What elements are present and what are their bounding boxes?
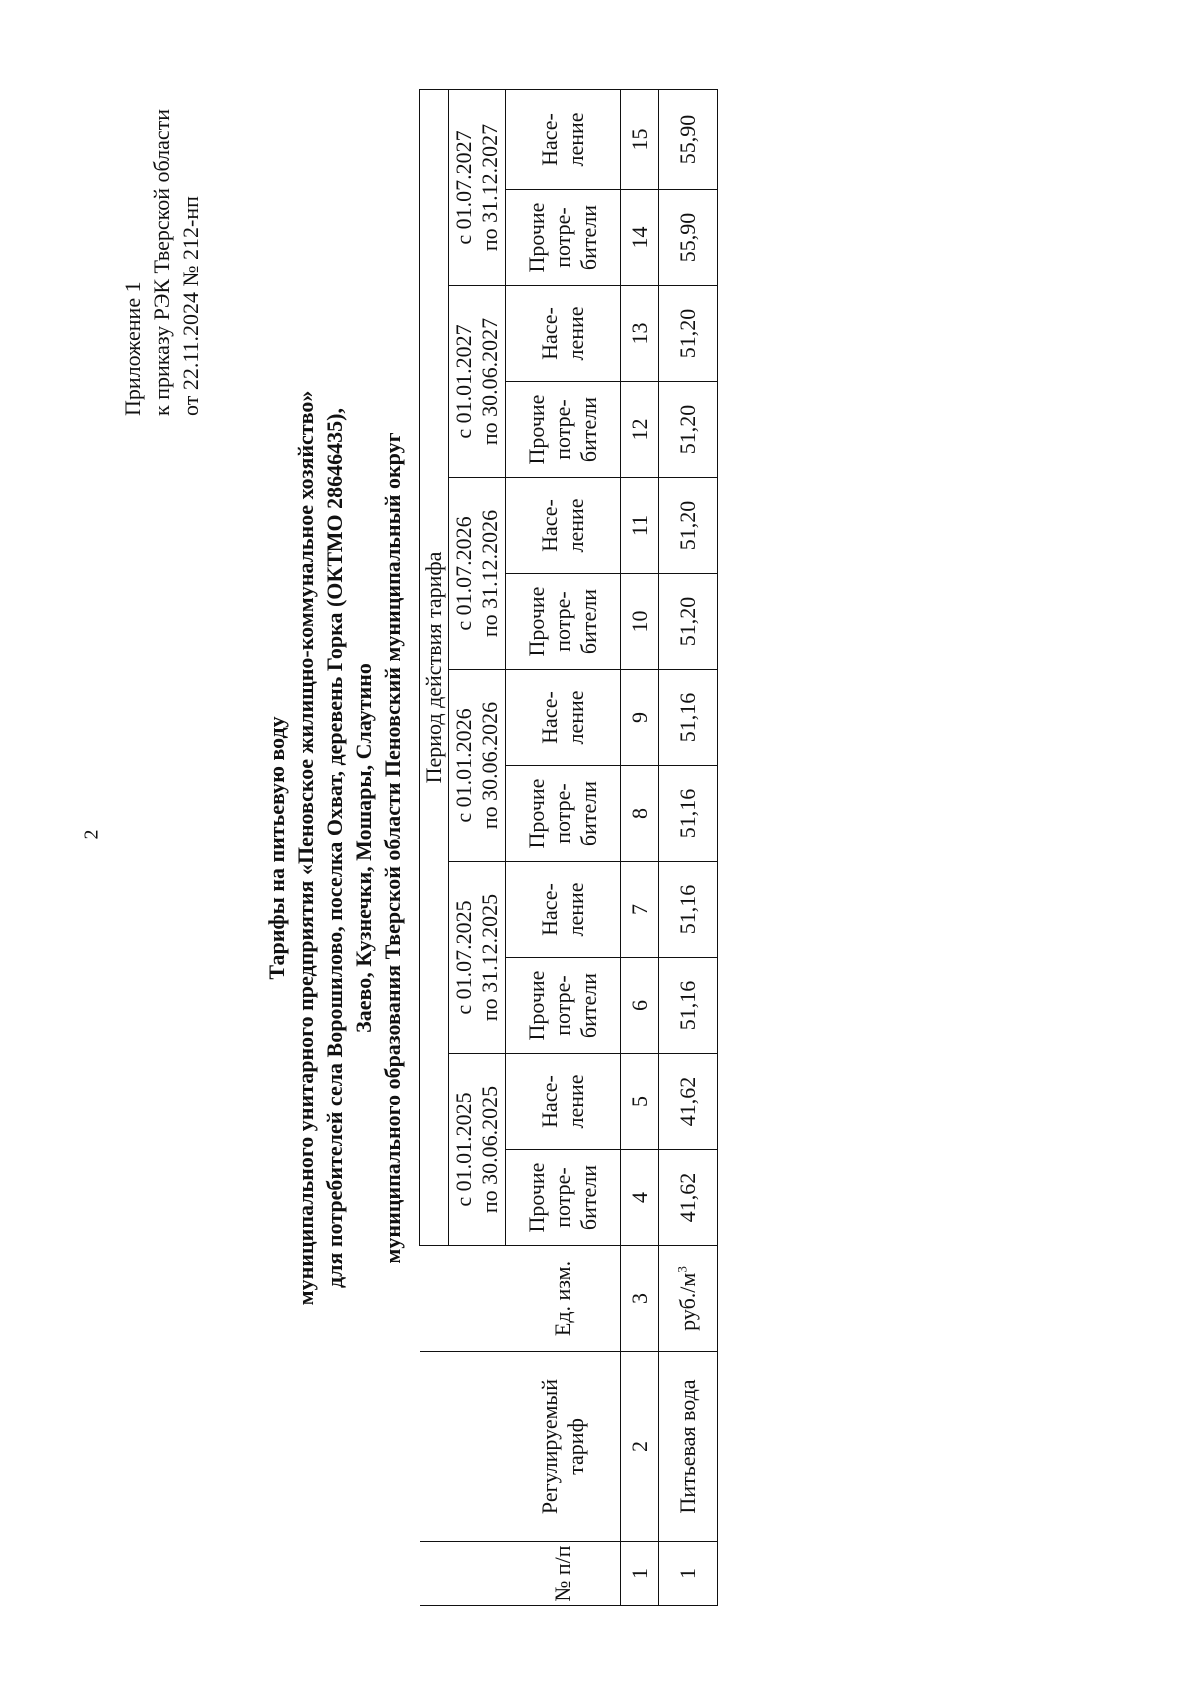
col-number: 9 [621, 670, 659, 766]
period-cell: с 01.01.2025 по 30.06.2025 [449, 1054, 506, 1246]
header-row-consumers [506, 89, 621, 1605]
sub-other: Прочие потре-бители [506, 1150, 621, 1246]
period-cell: с 01.01.2027 по 30.06.2027 [449, 286, 506, 478]
appendix-note [118, 109, 205, 416]
header-row-period [420, 89, 449, 1605]
title-line-5: муниципального образования Тверской области Пеновский муниципальный округ [380, 432, 405, 1264]
tariff-value: 51,16 [659, 862, 718, 958]
col-number: 13 [621, 286, 659, 382]
col-number: 11 [621, 478, 659, 574]
document-title [262, 90, 407, 1606]
col-no-header: № п/п [506, 1542, 621, 1606]
header-blank-cell [449, 1352, 506, 1542]
tariff-value: 51,16 [659, 670, 718, 766]
col-number: 15 [621, 89, 659, 189]
tariff-value: 51,20 [659, 574, 718, 670]
col-number: 4 [621, 1150, 659, 1246]
row-tariff: Питьевая вода [659, 1352, 718, 1542]
col-number: 10 [621, 574, 659, 670]
tariff-value: 55,90 [659, 89, 718, 189]
sub-pop: Насе-ление [506, 286, 621, 382]
col-number: 2 [621, 1352, 659, 1542]
header-blank-cell [449, 1542, 506, 1606]
col-number: 14 [621, 190, 659, 286]
period-cell: с 01.07.2026 по 31.12.2026 [449, 478, 506, 670]
header-blank-cell [420, 1246, 449, 1352]
sub-other: Прочие потре-бители [506, 574, 621, 670]
col-number: 12 [621, 382, 659, 478]
page-number: 2 [80, 829, 103, 840]
col-unit-header: Ед. изм. [506, 1246, 621, 1352]
sub-other: Прочие потре-бители [506, 766, 621, 862]
tariff-value: 41,62 [659, 1054, 718, 1150]
period-header-cell: Период действия тарифа [420, 89, 449, 1245]
tariff-value: 41,62 [659, 1150, 718, 1246]
title-line-1: Тарифы на питьевую воду [264, 716, 289, 980]
sub-pop: Насе-ление [506, 862, 621, 958]
row-unit: $руб./м^3$ [659, 1246, 718, 1352]
header-blank-cell [449, 1246, 506, 1352]
tariff-value: 51,20 [659, 478, 718, 574]
col-tariff-header: Регулируемый тариф [506, 1352, 621, 1542]
header-blank-cell [420, 1542, 449, 1606]
col-number: 5 [621, 1054, 659, 1150]
tariff-value: 55,90 [659, 190, 718, 286]
tariff-value: 51,20 [659, 382, 718, 478]
period-cell: с 01.01.2026 по 30.06.2026 [449, 670, 506, 862]
col-number: 7 [621, 862, 659, 958]
period-cell: с 01.07.2025 по 31.12.2025 [449, 862, 506, 1054]
column-number-row [621, 89, 659, 1605]
tariff-table [419, 89, 718, 1606]
col-number: 8 [621, 766, 659, 862]
sub-pop: Насе-ление [506, 670, 621, 766]
col-number: 1 [621, 1542, 659, 1606]
col-number: 6 [621, 958, 659, 1054]
row-no: 1 [659, 1542, 718, 1606]
sub-other: Прочие потре-бители [506, 382, 621, 478]
sub-pop: Насе-ление [506, 89, 621, 189]
header-row-dates [449, 89, 506, 1605]
title-line-2: муниципального унитарного предприятия «Пеновское жилищно-коммунальное хозяйство» [293, 390, 318, 1306]
appendix-line-3: от 22.11.2024 № 212-нп [178, 196, 203, 416]
table-row [659, 89, 718, 1605]
header-blank-cell [420, 1352, 449, 1542]
tariff-value: 51,20 [659, 286, 718, 382]
sub-pop: Насе-ление [506, 1054, 621, 1150]
title-line-4: Заево, Кузнечки, Мошары, Слаутино [351, 663, 376, 1033]
appendix-line-1: Приложение 1 [120, 281, 145, 416]
col-number: 3 [621, 1246, 659, 1352]
appendix-line-2: к приказу РЭК Тверской области [149, 108, 174, 416]
tariff-value: 51,16 [659, 766, 718, 862]
sub-other: Прочие потре-бители [506, 958, 621, 1054]
sub-other: Прочие потре-бители [506, 190, 621, 286]
period-cell: с 01.07.2027 по 31.12.2027 [449, 89, 506, 285]
title-line-3: для потребителей села Ворошилово, поселка Охват, деревень Горка (ОКТМО 28646435), [322, 408, 347, 1288]
tariff-value: 51,16 [659, 958, 718, 1054]
sub-pop: Насе-ление [506, 478, 621, 574]
